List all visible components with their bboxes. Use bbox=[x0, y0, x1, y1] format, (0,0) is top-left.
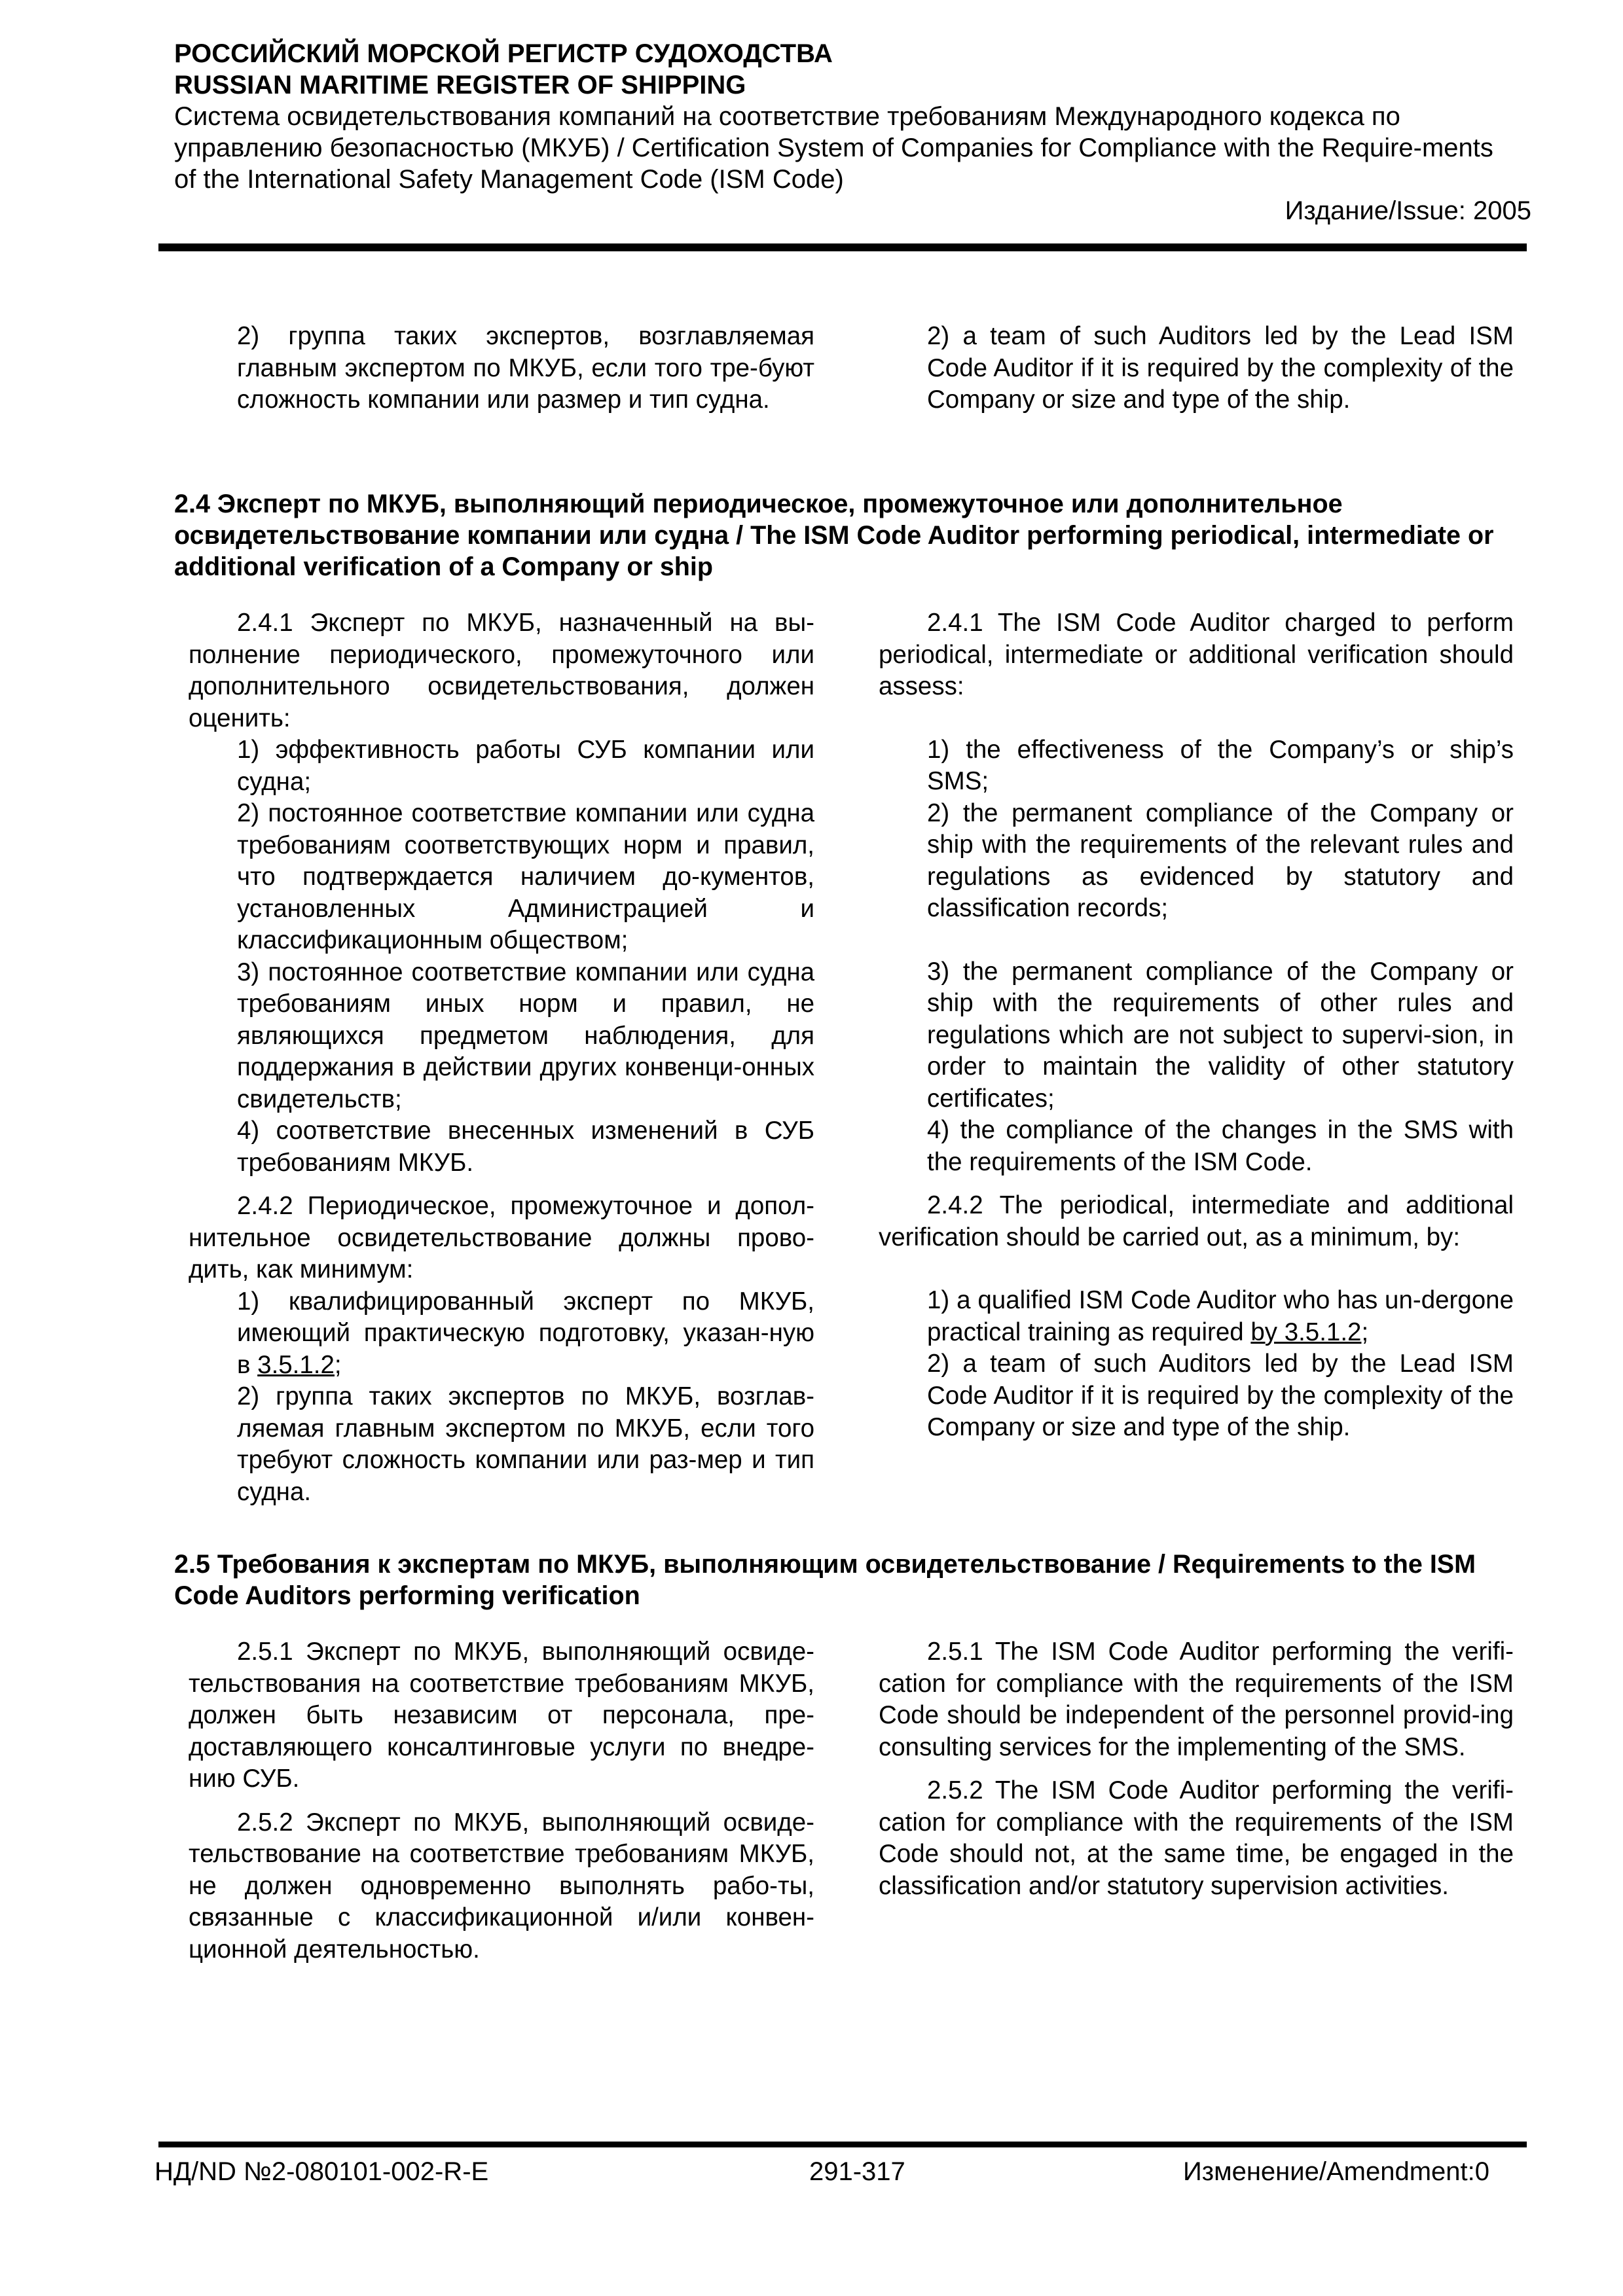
sub-item-1-ru-end: ; bbox=[334, 1350, 342, 1379]
item-1-en: 1) the effectiveness of the Company’s or ship’s SMS; bbox=[927, 735, 1514, 795]
footer-divider bbox=[158, 2142, 1527, 2147]
para-2-4-2-en: 2.4.2 The periodical, intermediate and additional verification should be carried out, as a minimum, by: bbox=[879, 1191, 1514, 1251]
para-2-4-1-en: 2.4.1 The ISM Code Auditor charged to perform periodical, intermediate or additional verification should assess: bbox=[879, 609, 1514, 700]
block0-en-column bbox=[879, 321, 1514, 416]
para-2-4-2-ru: 2.4.2 Периодическое, промежуточное и допол-нительное освидетельствование должны прово-дить, как минимум: bbox=[189, 1192, 814, 1283]
sub-item-1-ru bbox=[189, 1286, 814, 1382]
section-2-5-en-column bbox=[879, 1636, 1514, 1902]
block0-ru-item: 2) группа таких экспертов, возглавляемая главным экспертом по МКУБ, если того тре-буют сложность компании или размер и тип судна. bbox=[237, 322, 814, 414]
ref-link-3-5-1-2-en[interactable]: by 3.5.1.2 bbox=[1250, 1318, 1362, 1346]
section-2-5-heading: 2.5 Требования к экспертам по МКУБ, выполняющим освидетельствование / Requirements to the ISM Code Auditors performing verification bbox=[174, 1550, 1476, 1610]
para-2-5-1-ru: 2.5.1 Эксперт по МКУБ, выполняющий освиде-тельствования на соответствие требованиям МКУБ, должен быть независим от персонала, пре-доставляющего консалтинговые услуги по внедре-нию СУБ. bbox=[189, 1638, 814, 1793]
item-4-en: 4) the compliance of the changes in the SMS with the requirements of the ISM Code. bbox=[927, 1116, 1514, 1176]
section-2-4-ru-column bbox=[189, 607, 814, 1508]
section-2-4-en-column bbox=[879, 607, 1514, 1444]
header-issue: Издание/Issue: 2005 bbox=[1285, 196, 1531, 225]
sub-item-1-ru-text: 1) квалифицированный эксперт по МКУБ, имеющий практическую подготовку, указан-ную в bbox=[237, 1287, 814, 1379]
sub-item-1-en-end: ; bbox=[1361, 1318, 1369, 1346]
block0-en-item: 2) a team of such Auditors led by the Lead ISM Code Auditor if it is required by the complexity of the Company or size and type of the ship. bbox=[927, 322, 1514, 414]
sub-item-1-en-text: 1) a qualified ISM Code Auditor who has un-dergone practical training as required bbox=[927, 1286, 1514, 1346]
item-3-en: 3) the permanent compliance of the Company or ship with the requirements of other rules and regulations which are not subject to supervi-sion, in order to maintain the validity of other statutory certificates; bbox=[927, 957, 1514, 1113]
section-2-5-ru-column bbox=[189, 1636, 814, 1965]
header-title-ru: РОССИЙСКИЙ МОРСКОЙ РЕГИСТР СУДОХОДСТВА bbox=[174, 39, 833, 68]
item-1-ru: 1) эффективность работы СУБ компании или судна; bbox=[237, 736, 814, 796]
header-title bbox=[174, 38, 1484, 101]
para-2-5-2-ru: 2.5.2 Эксперт по МКУБ, выполняющий освиде-тельствование на соответствие требованиям МКУБ, не должен одновременно выполнять рабо-ты, связанные с классификационной и/или конвен-ционной деятельностью. bbox=[189, 1808, 814, 1964]
header-subtitle: Система освидетельствования компаний на соответствие требованиям Международного кодекса по управлению безопасностью (МКУБ) / Certification System of Companies for Compliance with the Require-ments of the International Safety Management Code (ISM Code) bbox=[174, 102, 1493, 194]
sub-item-2-en: 2) a team of such Auditors led by the Lead ISM Code Auditor if it is required by the complexity of the Company or size and type of the ship. bbox=[927, 1350, 1514, 1441]
item-3-ru: 3) постоянное соответствие компании или судна требованиям иных норм и правил, не являющихся предметом наблюдения, для поддержания в действии других конвенци-онных свидетельств; bbox=[237, 958, 814, 1113]
item-2-en: 2) the permanent compliance of the Company or ship with the requirements of the relevant rules and regulations as evidenced by statutory and classification records; bbox=[927, 798, 1514, 922]
sub-item-2-ru: 2) группа таких экспертов по МКУБ, возглав-ляемая главным экспертом по МКУБ, если того требуют сложность компании или раз-мер и тип судна. bbox=[237, 1382, 814, 1506]
item-4-ru: 4) соответствие внесенных изменений в СУБ требованиям МКУБ. bbox=[237, 1117, 814, 1177]
ref-link-3-5-1-2-ru[interactable]: 3.5.1.2 bbox=[257, 1350, 335, 1379]
sub-item-1-en bbox=[879, 1285, 1514, 1348]
footer-doc-number: НД/ND №2-080101-002-R-E bbox=[155, 2157, 489, 2186]
footer-pages: 291-317 bbox=[809, 2157, 905, 2186]
para-2-4-1-ru: 2.4.1 Эксперт по МКУБ, назначенный на вы-полнение периодического, промежуточного или дополнительного освидетельствования, должен оценить: bbox=[189, 609, 814, 732]
item-2-ru: 2) постоянное соответствие компании или судна требованиям соответствующих норм и правил, что подтверждается наличием до-кументов, установленных Администрацией и классификационным обществом; bbox=[237, 799, 814, 954]
header-title-en: RUSSIAN MARITIME REGISTER OF SHIPPING bbox=[174, 71, 746, 99]
footer-amendment: Изменение/Amendment:0 bbox=[1183, 2157, 1489, 2186]
block0-ru-column bbox=[189, 321, 814, 416]
para-2-5-1-en: 2.5.1 The ISM Code Auditor performing the verifi-cation for compliance with the requirements of the ISM Code should be independent of the personnel provid-ing consulting services for the implementing of the SMS. bbox=[879, 1638, 1514, 1761]
para-2-5-2-en: 2.5.2 The ISM Code Auditor performing the verifi-cation for compliance with the requirements of the ISM Code should not, at the same time, be engaged in the classification and/or statutory supervision activities. bbox=[879, 1776, 1514, 1900]
section-2-4-heading: 2.4 Эксперт по МКУБ, выполняющий периодическое, промежуточное или дополнительное освидетельствование компании или судна / The ISM Code Auditor performing periodical, intermediate or additional verification of a Company or ship bbox=[174, 490, 1494, 581]
header-divider bbox=[158, 243, 1527, 251]
